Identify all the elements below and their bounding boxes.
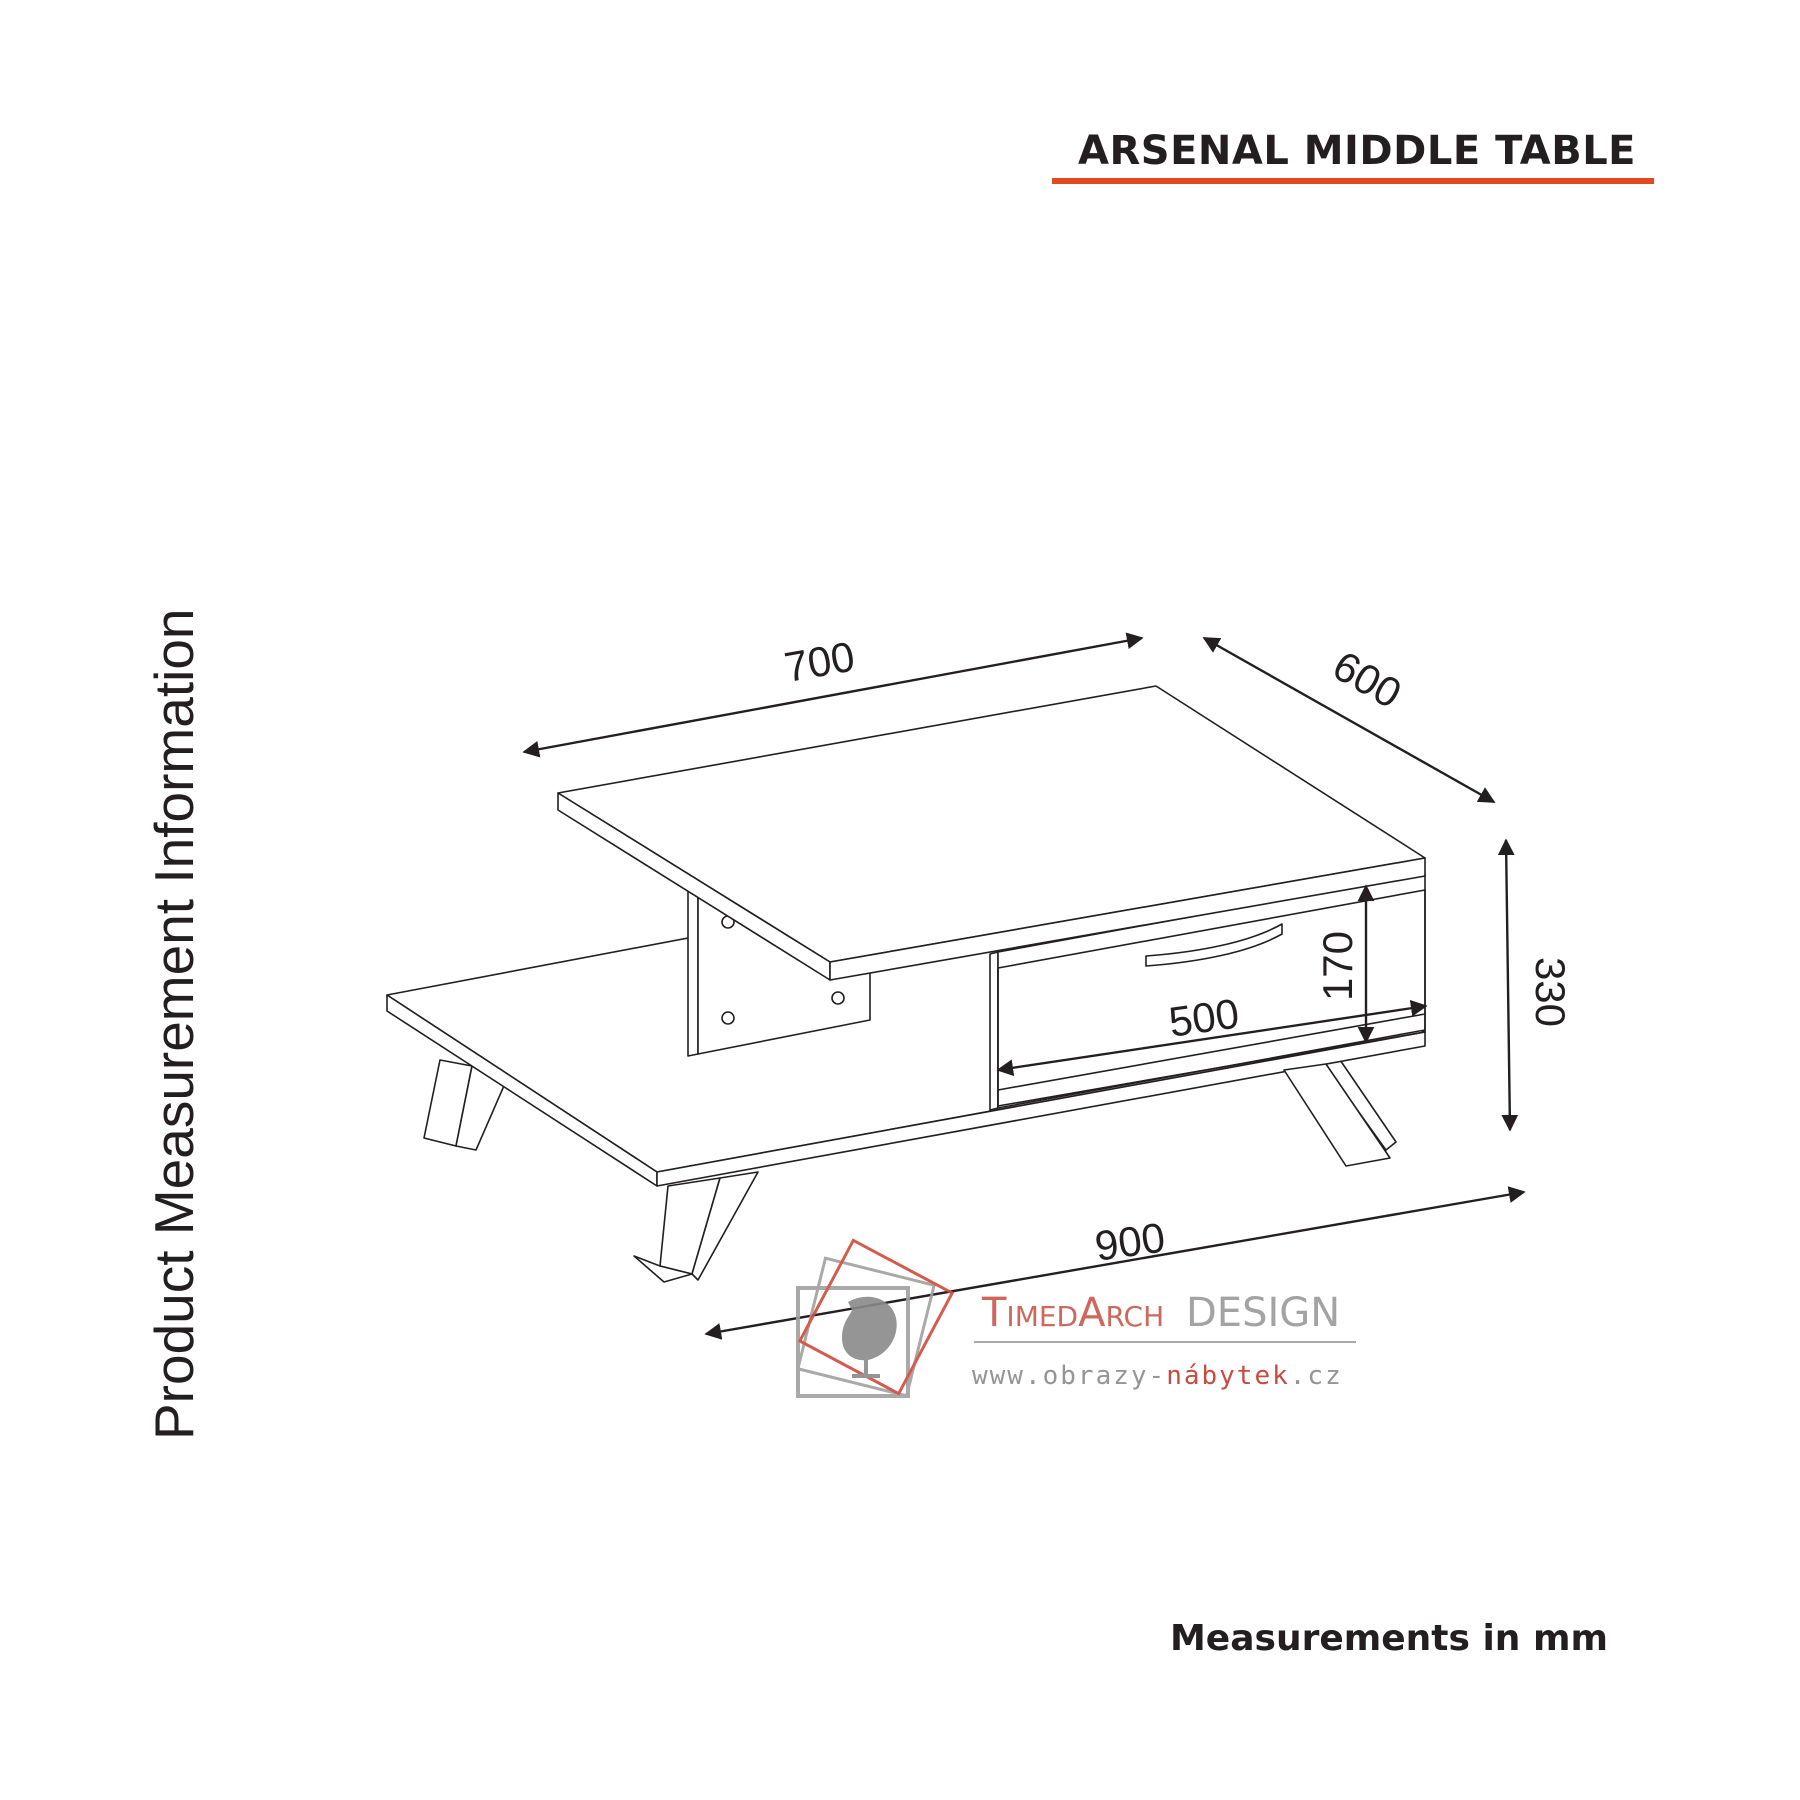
- label-top-width: 700: [780, 632, 859, 691]
- watermark-url: [972, 1361, 1343, 1391]
- footer-note: Measurements in mm: [1169, 1618, 1608, 1659]
- watermark-brand-part2: DESIGN: [1186, 1290, 1341, 1336]
- label-depth: 600: [1325, 641, 1410, 718]
- watermark-url-suffix: .cz: [1289, 1361, 1343, 1391]
- front-left-leg: [634, 1172, 758, 1282]
- dim-line-total-height: [1506, 840, 1510, 1130]
- watermark: [798, 1240, 1356, 1396]
- label-drawer-width: 500: [1166, 989, 1242, 1046]
- page-title: ARSENAL MIDDLE TABLE: [1078, 128, 1637, 174]
- label-total-height: 330: [1527, 956, 1574, 1028]
- side-label: Product Measurement Information: [143, 608, 205, 1440]
- watermark-brand-part1: TimedArch: [982, 1290, 1165, 1336]
- watermark-logo: [798, 1240, 952, 1396]
- label-drawer-height: 170: [1314, 930, 1361, 1002]
- label-base-width: 900: [1092, 1213, 1168, 1270]
- watermark-url-accent: nábytek: [1166, 1361, 1290, 1391]
- watermark-url-prefix: www.obrazy-: [972, 1361, 1167, 1391]
